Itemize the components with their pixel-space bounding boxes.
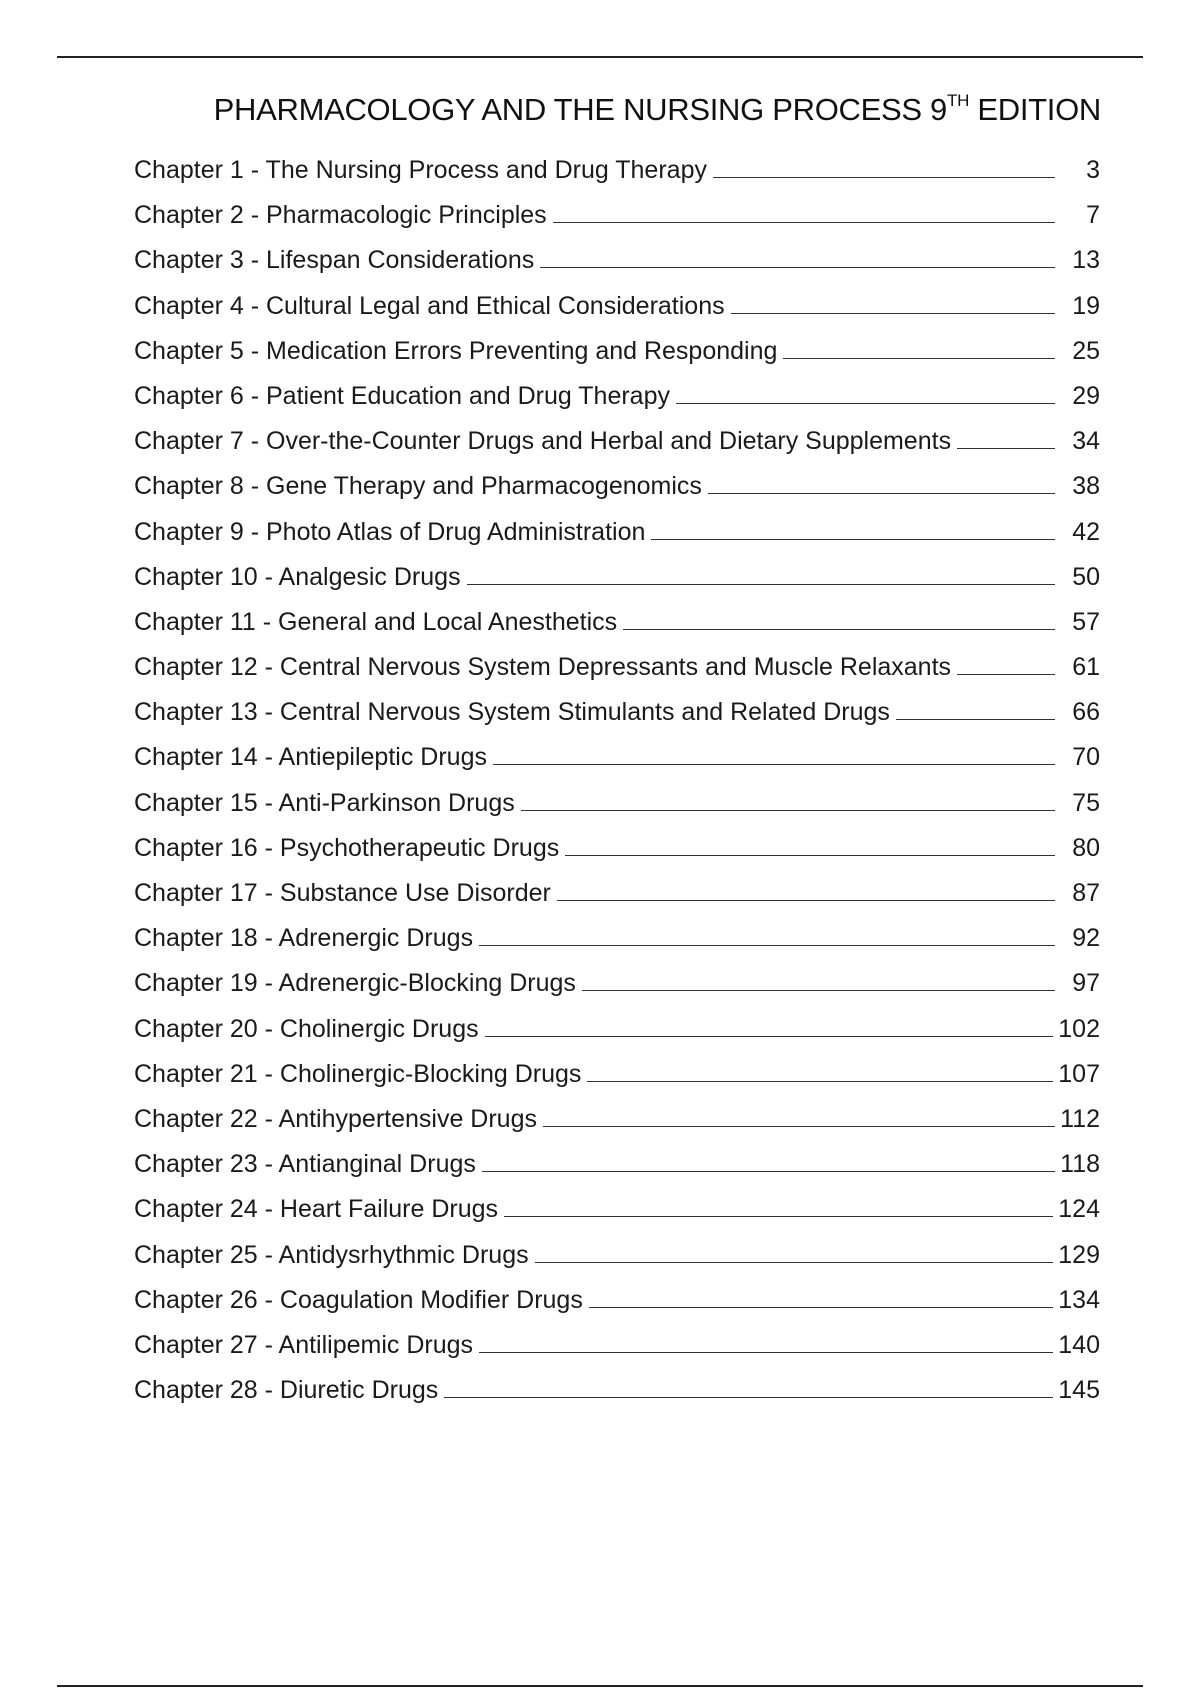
toc-entry-page-number: 70: [1072, 743, 1100, 772]
toc-entry-title: Chapter 16 - Psychotherapeutic Drugs: [134, 833, 560, 862]
toc-entry-page-number: 7: [1086, 201, 1100, 230]
toc-entry[interactable]: [134, 1150, 1100, 1195]
table-of-contents: [134, 156, 1100, 1421]
toc-entry[interactable]: [134, 156, 1100, 201]
toc-leader-line: [535, 1261, 1054, 1263]
toc-entry[interactable]: [134, 1286, 1100, 1331]
toc-entry-title: Chapter 14 - Antiepileptic Drugs: [134, 743, 487, 772]
toc-entry-title: Chapter 4 - Cultural Legal and Ethical Considerations: [134, 291, 725, 320]
toc-entry-title: Chapter 2 - Pharmacologic Principles: [134, 201, 547, 230]
toc-leader-line: [623, 628, 1055, 630]
toc-entry-page-number: 124: [1058, 1195, 1100, 1224]
toc-entry-page-number: 118: [1060, 1150, 1100, 1179]
toc-leader-line: [482, 1170, 1055, 1172]
toc-entry-page-number: 42: [1072, 517, 1100, 546]
toc-leader-line: [467, 583, 1055, 585]
toc-entry[interactable]: [134, 969, 1100, 1014]
toc-entry-page-number: 80: [1072, 833, 1100, 862]
toc-entry-page-number: 57: [1072, 607, 1100, 636]
toc-leader-line: [485, 1035, 1054, 1037]
top-rule: [57, 56, 1143, 58]
toc-entry-title: Chapter 3 - Lifespan Considerations: [134, 246, 535, 275]
toc-leader-line: [651, 538, 1055, 540]
toc-entry-title: Chapter 25 - Antidysrhythmic Drugs: [134, 1240, 529, 1269]
toc-entry-page-number: 13: [1072, 246, 1100, 275]
toc-entry-page-number: 87: [1072, 879, 1100, 907]
toc-entry-page-number: 66: [1072, 698, 1100, 727]
toc-entry-title: Chapter 19 - Adrenergic-Blocking Drugs: [134, 969, 576, 998]
toc-leader-line: [565, 854, 1055, 856]
toc-entry-title: Chapter 9 - Photo Atlas of Drug Administration: [134, 517, 646, 546]
toc-entry[interactable]: [134, 1105, 1100, 1150]
toc-entry-title: Chapter 20 - Cholinergic Drugs: [134, 1014, 479, 1043]
toc-entry-page-number: 34: [1072, 427, 1100, 456]
toc-entry-page-number: 140: [1058, 1330, 1100, 1359]
toc-entry-page-number: 61: [1072, 653, 1100, 682]
toc-entry[interactable]: [134, 1241, 1100, 1286]
toc-entry-page-number: 25: [1072, 336, 1100, 365]
toc-leader-line: [444, 1396, 1053, 1398]
toc-entry-title: Chapter 8 - Gene Therapy and Pharmacogenomics: [134, 472, 702, 501]
toc-entry-page-number: 19: [1072, 291, 1100, 320]
toc-leader-line: [504, 1215, 1053, 1217]
toc-leader-line: [493, 763, 1055, 765]
toc-entry[interactable]: [134, 337, 1100, 382]
toc-leader-line: [957, 447, 1055, 449]
toc-entry-page-number: 3: [1086, 156, 1100, 184]
toc-entry[interactable]: [134, 789, 1100, 834]
toc-entry-title: Chapter 7 - Over-the-Counter Drugs and Herbal and Dietary Supplements: [134, 427, 952, 456]
toc-leader-line: [676, 402, 1055, 404]
toc-entry[interactable]: [134, 698, 1100, 743]
toc-entry[interactable]: [134, 427, 1100, 472]
toc-leader-line: [896, 718, 1055, 720]
toc-entry-page-number: 92: [1072, 924, 1100, 953]
toc-entry-page-number: 102: [1058, 1014, 1100, 1043]
toc-leader-line: [589, 1306, 1053, 1308]
toc-entry-title: Chapter 18 - Adrenergic Drugs: [134, 924, 474, 953]
page-title-suffix: EDITION: [969, 92, 1101, 127]
toc-entry[interactable]: [134, 1195, 1100, 1240]
toc-leader-line: [708, 492, 1055, 494]
toc-entry-page-number: 107: [1058, 1059, 1100, 1088]
toc-leader-line: [582, 989, 1055, 991]
toc-entry[interactable]: [134, 246, 1100, 291]
toc-leader-line: [731, 312, 1055, 314]
toc-leader-line: [783, 357, 1055, 359]
page-title: [214, 92, 1101, 128]
toc-leader-line: [543, 1125, 1055, 1127]
toc-entry-page-number: 29: [1072, 381, 1100, 410]
toc-entry[interactable]: [134, 608, 1100, 653]
toc-entry[interactable]: [134, 1060, 1100, 1105]
toc-entry-title: Chapter 21 - Cholinergic-Blocking Drugs: [134, 1059, 582, 1088]
toc-entry[interactable]: [134, 382, 1100, 427]
toc-entry-title: Chapter 17 - Substance Use Disorder: [134, 879, 551, 907]
toc-leader-line: [713, 176, 1055, 178]
toc-entry-title: Chapter 5 - Medication Errors Preventing and Responding: [134, 336, 778, 365]
toc-entry-title: Chapter 23 - Antianginal Drugs: [134, 1150, 476, 1179]
toc-entry[interactable]: [134, 201, 1100, 246]
toc-leader-line: [587, 1080, 1053, 1082]
page-title-main: PHARMACOLOGY AND THE NURSING PROCESS 9: [213, 92, 947, 127]
toc-entry[interactable]: [134, 292, 1100, 337]
toc-entry[interactable]: [134, 653, 1100, 698]
toc-leader-line: [557, 899, 1055, 901]
toc-entry-title: Chapter 12 - Central Nervous System Depressants and Muscle Relaxants: [134, 653, 952, 682]
toc-leader-line: [521, 809, 1055, 811]
toc-entry-title: Chapter 10 - Analgesic Drugs: [134, 562, 461, 591]
toc-entry[interactable]: [134, 1376, 1100, 1421]
toc-entry-page-number: 134: [1058, 1285, 1100, 1314]
toc-entry-title: Chapter 26 - Coagulation Modifier Drugs: [134, 1285, 583, 1314]
toc-entry-title: Chapter 11 - General and Local Anesthetics: [134, 607, 618, 636]
toc-entry-page-number: 112: [1060, 1104, 1100, 1133]
bottom-rule: [57, 1685, 1143, 1687]
toc-entry-title: Chapter 13 - Central Nervous System Stimulants and Related Drugs: [134, 698, 890, 727]
toc-entry[interactable]: [134, 563, 1100, 608]
toc-entry-title: Chapter 15 - Anti-Parkinson Drugs: [134, 788, 515, 817]
toc-leader-line: [957, 673, 1055, 675]
toc-entry[interactable]: [134, 743, 1100, 788]
toc-entry[interactable]: [134, 924, 1100, 969]
toc-entry-title: Chapter 1 - The Nursing Process and Drug Therapy: [134, 156, 707, 184]
toc-entry[interactable]: [134, 1331, 1100, 1376]
toc-entry[interactable]: [134, 472, 1100, 517]
toc-entry-title: Chapter 6 - Patient Education and Drug Therapy: [134, 381, 670, 410]
toc-leader-line: [479, 944, 1055, 946]
toc-entry[interactable]: [134, 1015, 1100, 1060]
toc-entry-title: Chapter 22 - Antihypertensive Drugs: [134, 1104, 537, 1133]
toc-leader-line: [479, 1351, 1053, 1353]
toc-entry[interactable]: [134, 879, 1100, 924]
toc-entry-title: Chapter 28 - Diuretic Drugs: [134, 1376, 439, 1405]
toc-leader-line: [540, 266, 1055, 268]
toc-entry-title: Chapter 24 - Heart Failure Drugs: [134, 1195, 499, 1224]
page-title-superscript: TH: [946, 90, 970, 110]
toc-entry-page-number: 97: [1072, 969, 1100, 998]
toc-entry[interactable]: [134, 834, 1100, 879]
toc-entry[interactable]: [134, 518, 1100, 563]
toc-entry-page-number: 75: [1072, 788, 1100, 817]
toc-entry-page-number: 38: [1072, 472, 1100, 501]
toc-leader-line: [553, 221, 1055, 223]
toc-entry-page-number: 129: [1058, 1240, 1100, 1269]
toc-entry-page-number: 50: [1072, 562, 1100, 591]
toc-entry-title: Chapter 27 - Antilipemic Drugs: [134, 1330, 474, 1359]
toc-entry-page-number: 145: [1058, 1376, 1100, 1405]
